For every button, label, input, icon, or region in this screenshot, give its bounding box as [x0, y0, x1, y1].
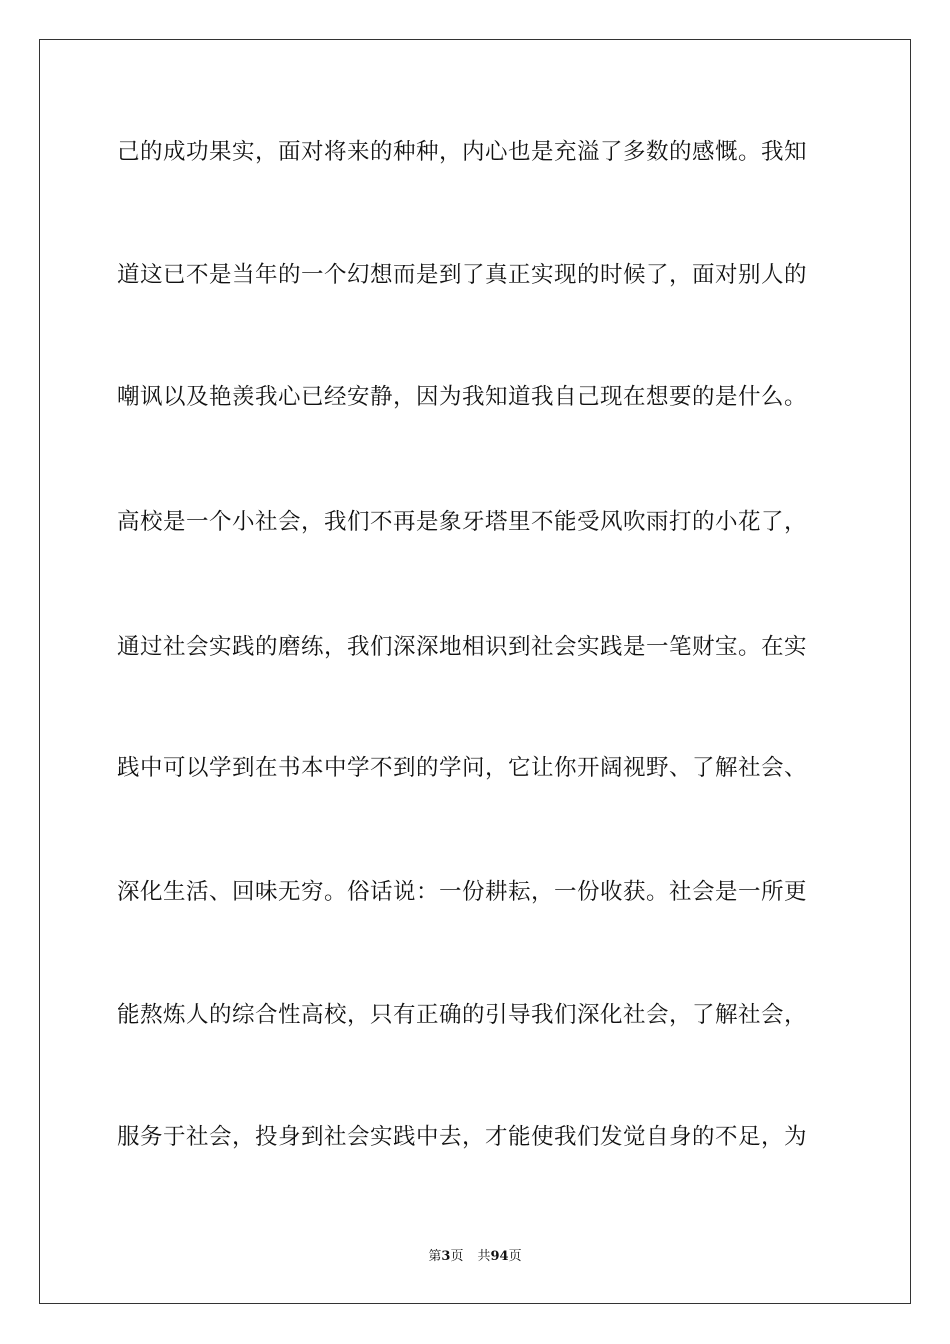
total-suffix: 页 [508, 1249, 522, 1264]
page-number: 3 [441, 1249, 451, 1264]
text-line: 道这已不是当年的一个幻想而是到了真正实现的时候了，面对别人的 [117, 262, 808, 288]
page-suffix: 页 [450, 1249, 464, 1264]
text-line: 嘲讽以及艳羡我心已经安静，因为我知道我自己现在想要的是什么。 [117, 384, 808, 410]
page-footer [0, 1248, 950, 1266]
text-line: 己的成功果实，面对将来的种种，内心也是充溢了多数的感慨。我知 [117, 139, 808, 165]
text-line: 深化生活、回味无穷。俗话说：一份耕耘，一份收获。社会是一所更 [117, 879, 808, 905]
page-prefix: 第 [428, 1249, 442, 1264]
text-line: 践中可以学到在书本中学不到的学问，它让你开阔视野、了解社会、 [117, 755, 808, 781]
text-line: 服务于社会，投身到社会实践中去，才能使我们发觉自身的不足，为 [117, 1124, 808, 1150]
text-line: 能熬炼人的综合性高校，只有正确的引导我们深化社会，了解社会， [117, 1002, 808, 1028]
page-border [39, 39, 911, 1304]
text-line: 通过社会实践的磨练，我们深深地相识到社会实践是一笔财宝。在实 [117, 634, 808, 660]
total-prefix: 共 [477, 1249, 491, 1264]
total-pages: 94 [490, 1249, 509, 1264]
text-line: 高校是一个小社会，我们不再是象牙塔里不能受风吹雨打的小花了， [117, 509, 808, 535]
